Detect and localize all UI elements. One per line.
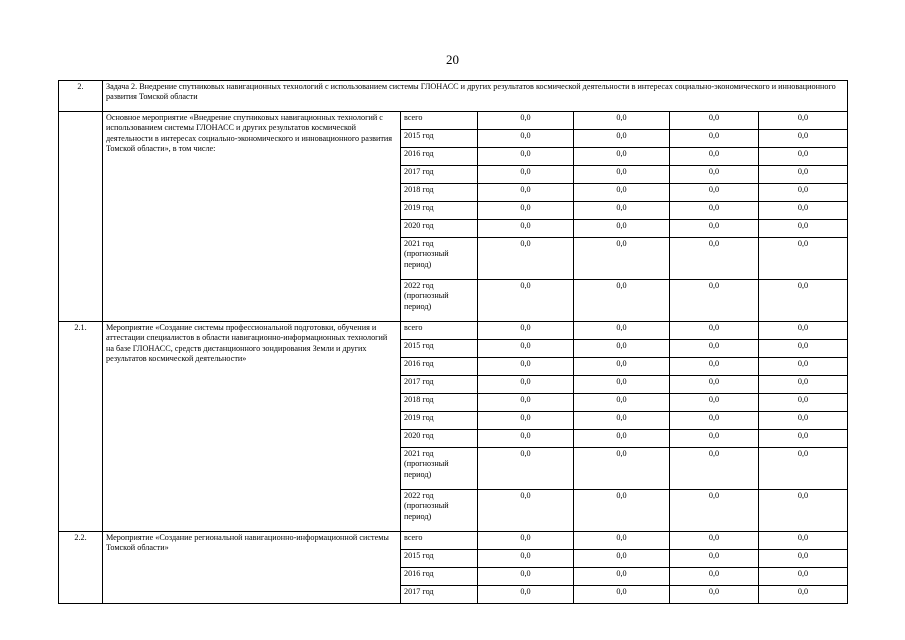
value-cell: 0,0	[759, 376, 848, 394]
task-number: 2.	[59, 81, 103, 112]
value-cell: 0,0	[670, 112, 759, 130]
section-title: Мероприятие «Создание системы профессиональной подготовки, обучения и аттестации специалистов в области навигационно-информационных технологий на базе ГЛОНАСС, средств дистанционного зондирования Земли и других результатов космической деятельности»	[103, 322, 401, 532]
value-cell: 0,0	[574, 550, 670, 568]
value-cell: 0,0	[670, 568, 759, 586]
section-number: 2.1.	[59, 322, 103, 532]
value-cell: 0,0	[478, 490, 574, 532]
value-cell: 0,0	[478, 532, 574, 550]
value-cell: 0,0	[478, 394, 574, 412]
value-cell: 0,0	[574, 490, 670, 532]
value-cell: 0,0	[478, 568, 574, 586]
value-cell: 0,0	[478, 112, 574, 130]
value-cell: 0,0	[574, 358, 670, 376]
table-row	[59, 532, 848, 550]
value-cell: 0,0	[478, 376, 574, 394]
value-cell: 0,0	[670, 394, 759, 412]
value-cell: 0,0	[574, 340, 670, 358]
period-cell: 2021 год (прогнозный период)	[401, 238, 478, 280]
value-cell: 0,0	[478, 202, 574, 220]
value-cell: 0,0	[478, 448, 574, 490]
value-cell: 0,0	[574, 412, 670, 430]
value-cell: 0,0	[670, 220, 759, 238]
period-cell: 2016 год	[401, 148, 478, 166]
value-cell: 0,0	[574, 280, 670, 322]
value-cell: 0,0	[478, 220, 574, 238]
value-cell: 0,0	[759, 280, 848, 322]
value-cell: 0,0	[759, 130, 848, 148]
value-cell: 0,0	[478, 130, 574, 148]
value-cell: 0,0	[478, 322, 574, 340]
period-cell: 2016 год	[401, 358, 478, 376]
value-cell: 0,0	[759, 112, 848, 130]
period-cell: 2017 год	[401, 586, 478, 604]
value-cell: 0,0	[759, 412, 848, 430]
period-cell: всего	[401, 112, 478, 130]
value-cell: 0,0	[478, 238, 574, 280]
value-cell: 0,0	[670, 412, 759, 430]
period-cell: 2019 год	[401, 412, 478, 430]
value-cell: 0,0	[670, 358, 759, 376]
value-cell: 0,0	[670, 340, 759, 358]
value-cell: 0,0	[574, 238, 670, 280]
section-number	[59, 112, 103, 322]
value-cell: 0,0	[574, 202, 670, 220]
value-cell: 0,0	[670, 376, 759, 394]
value-cell: 0,0	[759, 184, 848, 202]
value-cell: 0,0	[759, 394, 848, 412]
value-cell: 0,0	[759, 340, 848, 358]
value-cell: 0,0	[478, 280, 574, 322]
value-cell: 0,0	[574, 130, 670, 148]
task-row	[59, 81, 848, 112]
value-cell: 0,0	[478, 166, 574, 184]
value-cell: 0,0	[574, 166, 670, 184]
value-cell: 0,0	[759, 448, 848, 490]
value-cell: 0,0	[574, 112, 670, 130]
section-title: Основное мероприятие «Внедрение спутниковых навигационных технологий с использованием системы ГЛОНАСС и других результатов космической деятельности в интересах социально-экономического и инновационного развития Томской области», в том числе:	[103, 112, 401, 322]
period-cell: 2018 год	[401, 394, 478, 412]
period-cell: 2018 год	[401, 184, 478, 202]
funding-table	[58, 80, 848, 604]
value-cell: 0,0	[759, 568, 848, 586]
value-cell: 0,0	[478, 358, 574, 376]
value-cell: 0,0	[759, 202, 848, 220]
value-cell: 0,0	[478, 412, 574, 430]
value-cell: 0,0	[759, 550, 848, 568]
value-cell: 0,0	[670, 550, 759, 568]
value-cell: 0,0	[759, 238, 848, 280]
value-cell: 0,0	[574, 148, 670, 166]
value-cell: 0,0	[670, 202, 759, 220]
value-cell: 0,0	[759, 166, 848, 184]
value-cell: 0,0	[670, 280, 759, 322]
value-cell: 0,0	[574, 568, 670, 586]
period-cell: 2016 год	[401, 568, 478, 586]
section-number: 2.2.	[59, 532, 103, 604]
value-cell: 0,0	[478, 550, 574, 568]
task-title: Задача 2. Внедрение спутниковых навигационных технологий с использованием системы ГЛОНАСС и других результатов космической деятельности в интересах социально-экономического и инновационного развития Томской области	[103, 81, 848, 112]
value-cell: 0,0	[574, 220, 670, 238]
section-title: Мероприятие «Создание региональной навигационно-информационной системы Томской области»	[103, 532, 401, 604]
value-cell: 0,0	[759, 358, 848, 376]
value-cell: 0,0	[574, 322, 670, 340]
period-cell: 2022 год (прогнозный период)	[401, 280, 478, 322]
value-cell: 0,0	[478, 430, 574, 448]
value-cell: 0,0	[478, 340, 574, 358]
period-cell: 2017 год	[401, 376, 478, 394]
table-row	[59, 112, 848, 130]
value-cell: 0,0	[670, 238, 759, 280]
value-cell: 0,0	[670, 490, 759, 532]
value-cell: 0,0	[759, 430, 848, 448]
value-cell: 0,0	[574, 430, 670, 448]
table-row	[59, 322, 848, 340]
value-cell: 0,0	[670, 448, 759, 490]
value-cell: 0,0	[478, 148, 574, 166]
table-body	[59, 81, 848, 604]
value-cell: 0,0	[670, 148, 759, 166]
period-cell: всего	[401, 322, 478, 340]
value-cell: 0,0	[574, 376, 670, 394]
value-cell: 0,0	[670, 184, 759, 202]
value-cell: 0,0	[478, 184, 574, 202]
value-cell: 0,0	[574, 448, 670, 490]
period-cell: 2020 год	[401, 220, 478, 238]
page-number: 20	[446, 52, 459, 67]
value-cell: 0,0	[574, 532, 670, 550]
period-cell: 2020 год	[401, 430, 478, 448]
period-cell: 2015 год	[401, 130, 478, 148]
value-cell: 0,0	[759, 148, 848, 166]
value-cell: 0,0	[759, 220, 848, 238]
value-cell: 0,0	[670, 130, 759, 148]
period-cell: 2015 год	[401, 340, 478, 358]
period-cell: 2022 год (прогнозный период)	[401, 490, 478, 532]
period-cell: 2019 год	[401, 202, 478, 220]
value-cell: 0,0	[478, 586, 574, 604]
value-cell: 0,0	[759, 532, 848, 550]
period-cell: всего	[401, 532, 478, 550]
period-cell: 2015 год	[401, 550, 478, 568]
value-cell: 0,0	[574, 184, 670, 202]
value-cell: 0,0	[670, 322, 759, 340]
value-cell: 0,0	[759, 490, 848, 532]
value-cell: 0,0	[670, 532, 759, 550]
period-cell: 2017 год	[401, 166, 478, 184]
value-cell: 0,0	[670, 430, 759, 448]
value-cell: 0,0	[670, 586, 759, 604]
period-cell: 2021 год (прогнозный период)	[401, 448, 478, 490]
value-cell: 0,0	[670, 166, 759, 184]
value-cell: 0,0	[574, 586, 670, 604]
value-cell: 0,0	[759, 586, 848, 604]
value-cell: 0,0	[759, 322, 848, 340]
value-cell: 0,0	[574, 394, 670, 412]
